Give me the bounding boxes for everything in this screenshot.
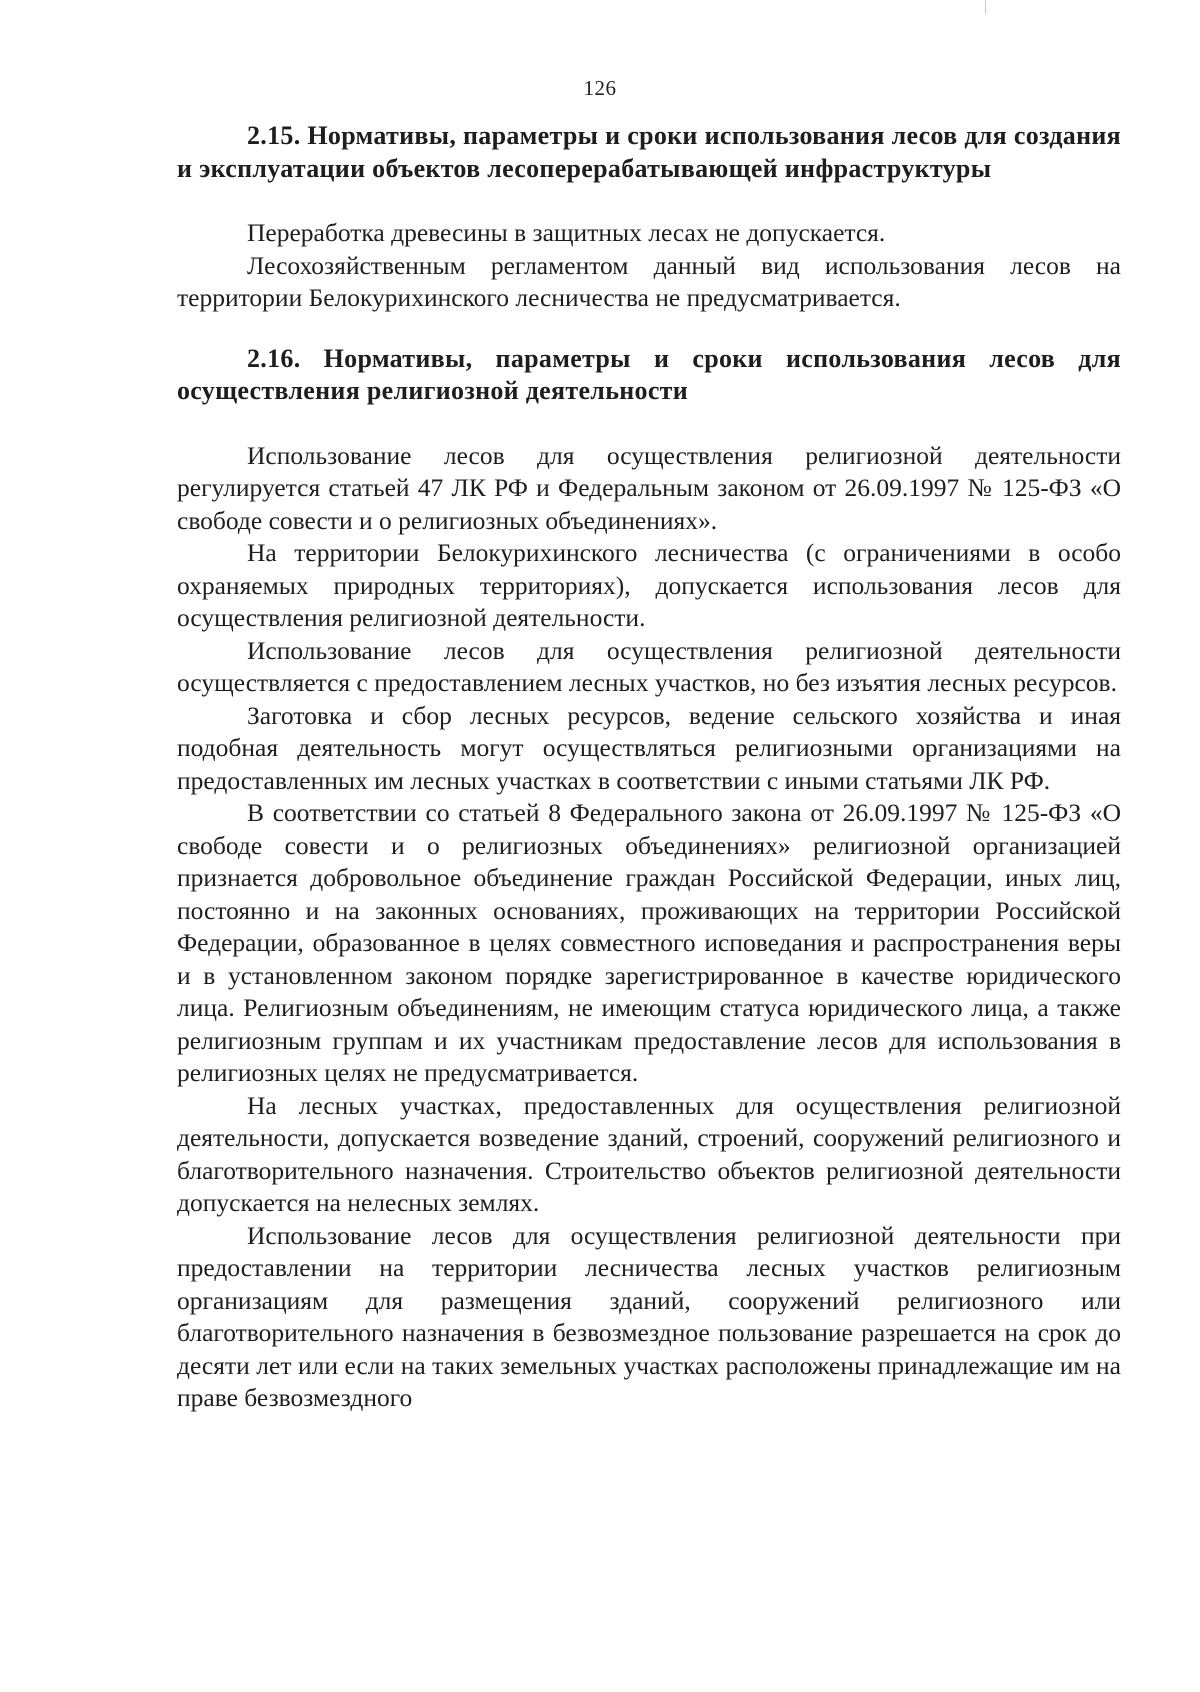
paragraph: В соответствии со статьей 8 Федерального закона от 26.09.1997 № 125-ФЗ «О свободе совести и о религиозных объединениях» религиозной организацией признается добровольное объединение граждан Российской Федерации, иных лиц, постоянно и на законных основаниях, проживающих на территории Российской Федерации, образованное в целях совместного исповедания и распространения веры и в установленном законом порядке зарегистрированное в качестве юридического лица. Религиозным объединениям, не имеющим статуса юридического лица, а также религиозным группам и их участникам предоставление лесов для использования в религиозных целях не предусматривается. <box>177 798 1121 1087</box>
section-2-15 <box>177 120 1121 315</box>
paragraph: На лесных участках, предоставленных для осуществления религиозной деятельности, допускается возведение зданий, строений, сооружений религиозного и благотворительного назначения. Строительство объектов религиозной деятельности допускается на нелесных землях. <box>177 1090 1121 1217</box>
scan-artifact <box>985 0 986 14</box>
section-2-16 <box>177 343 1121 1415</box>
paragraph: Использование лесов для осуществления религиозной деятельности регулируется статьей 47 ЛК РФ и Федеральным законом от 26.09.1997 № 125-ФЗ «О свободе совести и о религиозных объединениях». <box>177 440 1121 535</box>
paragraph: Переработка древесины в защитных лесах не допускается. <box>247 218 886 247</box>
paragraph: Использование лесов для осуществления религиозной деятельности при предоставлении на территории лесничества лесных участков религиозным организациям для размещения зданий, сооружений религиозного или благотворительного назначения в безвозмездное пользование разрешается на срок до десяти лет или если на таких земельных участках расположены принадлежащие им на праве безвозмездного <box>177 1220 1121 1412</box>
section-heading: 2.15. Нормативы, параметры и сроки использования лесов для создания и эксплуатации объектов лесоперерабатывающей инфраструктуры <box>177 121 1121 183</box>
paragraph: На территории Белокурихинского лесничества (с ограничениями в особо охраняемых природных территориях), допускается использования лесов для осуществления религиозной деятельности. <box>177 538 1121 632</box>
page-content <box>177 120 1121 1415</box>
paragraph: Использование лесов для осуществления религиозной деятельности осуществляется с предоставлением лесных участков, но без изъятия лесных ресурсов. <box>177 635 1121 697</box>
section-heading: 2.16. Нормативы, параметры и сроки использования лесов для осуществления религиозной деятельности <box>177 343 1121 405</box>
page-number: 126 <box>583 76 617 100</box>
paragraph: Заготовка и сбор лесных ресурсов, ведение сельского хозяйства и иная подобная деятельность могут осуществляться религиозными организациями на предоставленных им лесных участках в соответствии с иными статьями ЛК РФ. <box>177 700 1121 795</box>
paragraph: Лесохозяйственным регламентом данный вид использования лесов на территории Белокурихинского лесничества не предусматривается. <box>177 250 1121 312</box>
